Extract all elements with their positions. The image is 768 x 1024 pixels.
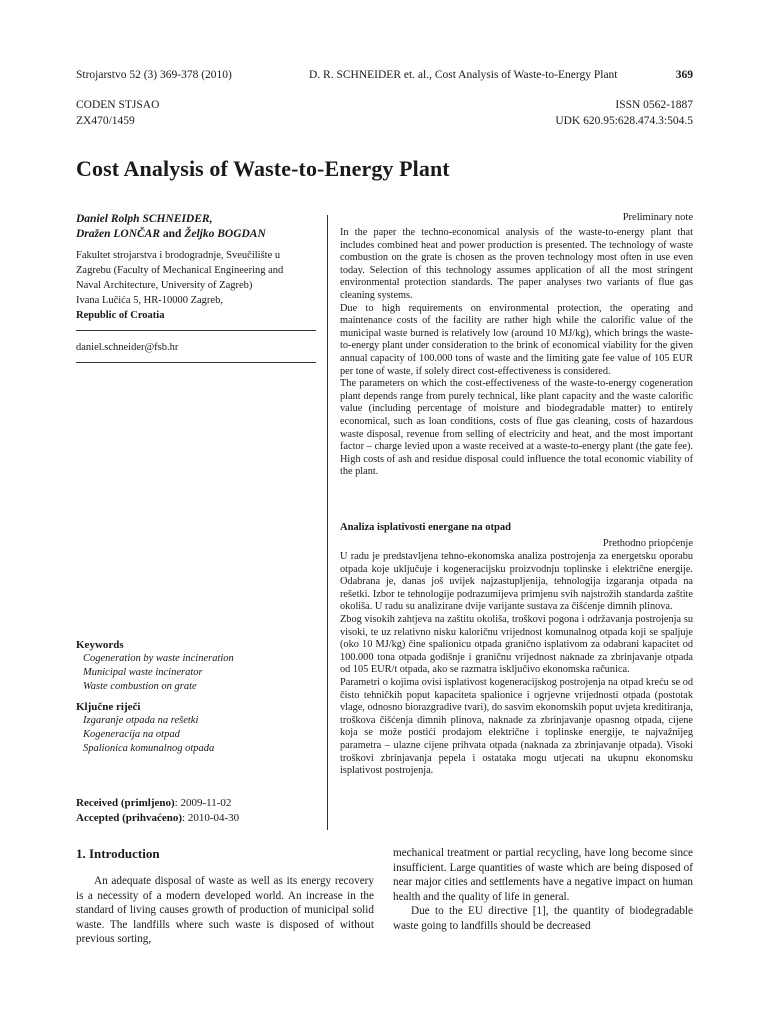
journal-citation: Strojarstvo 52 (3) 369-378 (2010)	[76, 69, 232, 81]
keyword-hr-item: Spalionica komunalnog otpada	[83, 743, 215, 754]
submission-dates	[76, 796, 239, 826]
authors	[76, 212, 316, 242]
section-heading-introduction: 1. Introduction	[76, 846, 160, 861]
article-reference: D. R. SCHNEIDER et. al., Cost Analysis of Waste-to-Energy Plant	[309, 69, 618, 81]
abstract-hr-paragraph: Parametri o kojima ovisi isplativost kogeneracijskog postrojenja na otpad kreću se od čisto tehničkih poput kapaciteta spalionice i ogrjevne vrijednosti otpada (postotak vlage, odnosno biorazgradive tvari), do sasvim ekonomskih poput uvjeta kreditiranja, troškova čišćenja dimnih plinova, naknade za zbrinjavanje opasnog otpada, cijene koja se može postići prodajom električne i toplinske energije, te najvažnijeg parametra – ulazne cijene prihvata otpada (naknada za zbrinjavanje otpada). Visoki troškovi zbrinjavanja pepela i ostataka mogu utjecati na ukupnu ekonomsku isplativost postrojenja.	[340, 676, 693, 777]
keyword-item: Cogeneration by waste incineration	[83, 653, 234, 664]
running-header	[76, 69, 693, 85]
paper-title: Cost Analysis of Waste-to-Energy Plant	[76, 156, 450, 181]
keyword-hr-item: Izgaranje otpada na rešetki	[83, 715, 199, 726]
author-loncar: Dražen LONČAR	[76, 228, 161, 240]
affiliation-line: Fakultet strojarstva i brodogradnje, Sveučilište u	[76, 250, 281, 261]
author-line-2	[76, 227, 316, 242]
column-divider	[327, 215, 328, 830]
article-type-note: Preliminary note	[622, 212, 693, 223]
received-date: Received (primljeno): 2009-11-02	[76, 797, 232, 809]
abstract-hr-paragraph: U radu je predstavljena tehno-ekonomska analiza postrojenja za energetsku oporabu otpada koje uključuje i kogeneracijsku proizvodnju toplinske i električne energije. Odabrana je, danas još uvijek najzastupljenija, tehnologija izgaranja otpada na rešetki. Izbor te tehnologije podrazumijeva primjenu svih najstrožih standarda zaštite okoliša. U radu su analizirane dvije varijante sustava za čišćenje dimnih plinova.	[340, 551, 693, 613]
affiliation-divider	[76, 330, 316, 331]
keywords-hr-block	[76, 700, 321, 756]
keyword-item: Municipal waste incinerator	[83, 667, 203, 678]
affiliation	[76, 248, 318, 323]
email-divider	[76, 362, 316, 363]
zx-code: ZX470/1459	[76, 115, 135, 127]
abstract-hr	[340, 551, 693, 778]
intro-paragraph: mechanical treatment or partial recycling, have long become since insufficient. Large quantities of waste which are being disposed of near major cities and settlements have a negative impact on human health and the quality of life in general.	[393, 847, 693, 903]
accepted-date: Accepted (prihvaćeno): 2010-04-30	[76, 812, 240, 824]
keywords-heading: Keywords	[76, 639, 124, 651]
abstract-hr-title: Analiza isplativosti energane na otpad	[340, 522, 511, 533]
abstract-hr-paragraph: Zbog visokih zahtjeva na zaštitu okoliša, troškovi pogona i održavanja postrojenja su visoki, te uz relativno nisku kaloričnu vrijednost komunalnog otpada koji se spaljuje (oko 10 MJ/kg) čine spalionicu otpada granično isplativom za odabrani kapacitet od 100.000 tona otpada godišnje i graničnu vrijednost naknade za zbrinjavanje otpada od 105 EUR/t otpada, ako se razmatra isključivo ekonomska računica.	[340, 613, 693, 676]
author-email[interactable]: daniel.schneider@fsb.hr	[76, 342, 179, 353]
abstract-paragraph: In the paper the techno-economical analysis of the waste-to-energy plant that includes combined heat and power production is presented. The technology of waste combustion on the grate is chosen as the proven technology most often in use even today. Selection of this technology assumes application of all the most stringent environmental protection standards. The paper analyses two variants of flue gas cleaning systems.	[340, 227, 693, 301]
intro-column-2	[393, 846, 693, 933]
author-and: and	[162, 228, 182, 240]
coden: CODEN STJSAO	[76, 99, 160, 111]
abstract-paragraph: Due to high requirements on environmental protection, the operating and maintenance costs of the facility are rather high while the calorific value of the municipal waste burned is relatively low (around 10 MJ/kg), which brings the waste-to-energy plant under consideration to the brink of economical viability for the given annual capacity of 100.000 tons of waste and the limiting gate fee value of 105 EUR per tone of waste, if solely direct cost-effectiveness is considered.	[340, 302, 693, 377]
keyword-hr-item: Kogeneracija na otpad	[83, 729, 180, 740]
affiliation-country: Republic of Croatia	[76, 310, 165, 321]
intro-column-1	[76, 874, 374, 947]
keywords-hr-heading: Ključne riječi	[76, 701, 141, 713]
author-line-1: Daniel Rolph SCHNEIDER,	[76, 213, 213, 225]
keywords-block	[76, 638, 321, 694]
udk: UDK 620.95:628.474.3:504.5	[555, 115, 693, 127]
author-bogdan: Željko BOGDAN	[184, 228, 266, 240]
affiliation-line: Naval Architecture, University of Zagreb)	[76, 280, 253, 291]
affiliation-line: Ivana Lučića 5, HR-10000 Zagreb,	[76, 295, 223, 306]
intro-paragraph: Due to the EU directive [1], the quantity of biodegradable waste going to landfills should be decreased	[393, 905, 693, 932]
affiliation-line: Zagrebu (Faculty of Mechanical Engineering and	[76, 265, 284, 276]
intro-paragraph: An adequate disposal of waste as well as its energy recovery is a necessity of a modern developed world. An increase in the standard of living causes growth of production of municipal solid waste. The landfills where such waste is disposed of without previous sorting,	[76, 875, 374, 945]
article-type-note-hr: Prethodno priopćenje	[602, 538, 693, 549]
abstract-paragraph: The parameters on which the cost-effectiveness of the waste-to-energy cogeneration plant depends range from purely technical, like plant capacity and the waste calorific value (including percentage of moisture and biodegradable matter) to entirely economical, such as loan conditions, costs of flue gas cleaning, costs of hazardous waste disposal, revenue from selling of electricity and heat, and the most important factor – charge levied upon a waste received at a waste-to-energy plant (the gate fee). High costs of ash and residue disposal could influence the total economic viability of the plant.	[340, 378, 693, 478]
abstract-en	[340, 227, 693, 479]
page-number: 369	[675, 69, 693, 81]
issn: ISSN 0562-1887	[615, 99, 693, 111]
keyword-item: Waste combustion on grate	[83, 681, 197, 692]
